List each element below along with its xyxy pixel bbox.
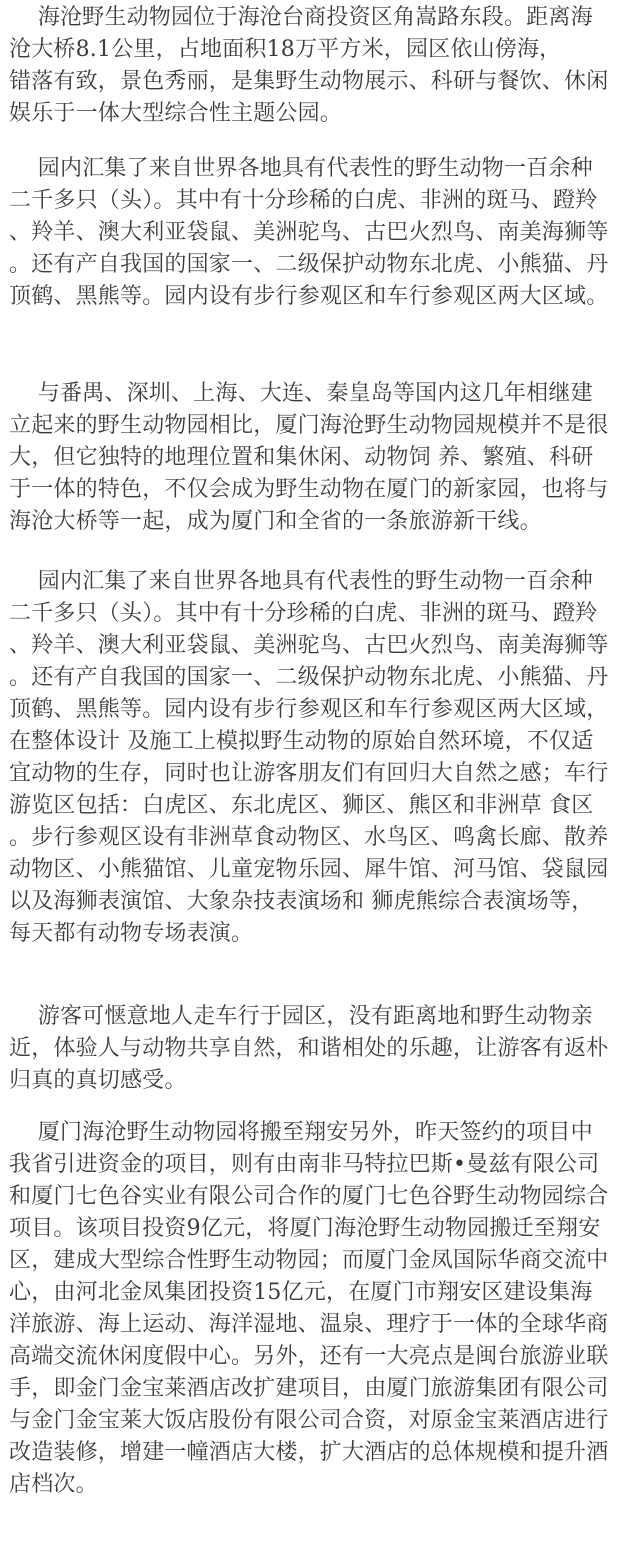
text-line: 与番禺、深圳、上海、大连、秦皇岛等国内这几年相继建 xyxy=(9,381,593,406)
text-line: 立起来的野生动物园相比，厦门海沧野生动物园规模并不是很 xyxy=(9,413,609,438)
paragraph-comparison xyxy=(9,378,635,538)
paragraph-animal-collection xyxy=(9,153,635,313)
text-line: 顶鹤、黑熊等。园内设有步行参观区和车行参观区两大区域， xyxy=(9,697,609,722)
text-line: 沧大桥8.1公里，占地面积18万平方米，园区依山傍海， xyxy=(9,37,562,62)
text-line: 园内汇集了来自世界各地具有代表性的野生动物一百余种 xyxy=(9,569,593,594)
text-line: 动物区、小熊猫馆、儿童宠物乐园、犀牛馆、河马馆、袋鼠园 xyxy=(9,857,609,882)
text-line: 游客可惬意地人走车行于园区，没有距离地和野生动物亲 xyxy=(9,1004,593,1029)
text-line: 改造装修，增建一幢酒店大楼，扩大酒店的总体规模和提升酒 xyxy=(9,1440,609,1465)
text-line: 二千多只（头）。其中有十分珍稀的白虎、非洲的斑马、蹬羚 xyxy=(9,601,598,626)
text-line: 高端交流休闲度假中心。另外，还有一大亮点是闽台旅游业联 xyxy=(9,1344,609,1369)
text-line: 心，由河北金凤集团投资15亿元，在厦门市翔安区建设集海 xyxy=(9,1280,593,1305)
text-line: 在整体设计 及施工上模拟野生动物的原始自然环境，不仅适 xyxy=(9,729,594,754)
text-line: 、羚羊、澳大利亚袋鼠、美洲驼鸟、古巴火烈鸟、南美海狮等 xyxy=(9,220,609,245)
text-line: 近，体验人与动物共享自然，和谐相处的乐趣，让游客有返朴 xyxy=(9,1036,609,1061)
text-line: 海沧大桥等一起，成为厦门和全省的一条旅游新干线。 xyxy=(9,509,542,534)
text-line: 于一体的特色，不仅会成为野生动物在厦门的新家园，也将与 xyxy=(9,477,609,502)
text-line: 洋旅游、海上运动、海洋湿地、温泉、理疗于一体的全球华商 xyxy=(9,1312,609,1337)
text-line: 。还有产自我国的国家一、二级保护动物东北虎、小熊猫、丹 xyxy=(9,665,609,690)
text-line: 二千多只（头）。其中有十分珍稀的白虎、非洲的斑马、蹬羚 xyxy=(9,188,598,213)
text-line: 我省引进资金的项目，则有由南非马特拉巴斯•曼兹有限公司 xyxy=(9,1152,600,1177)
text-line: 错落有致，景色秀丽，是集野生动物展示、科研与餐饮、休闲 xyxy=(9,69,609,94)
text-line: 店档次。 xyxy=(9,1472,98,1497)
text-line: 归真的真切感受。 xyxy=(9,1068,187,1093)
paragraph-park-overview xyxy=(9,2,635,130)
text-line: 大，但它独特的地理位置和集休闲、动物饲 养、繁殖、科研 xyxy=(9,445,594,470)
text-line: 。还有产自我国的国家一、二级保护动物东北虎、小熊猫、丹 xyxy=(9,252,609,277)
text-line: 区，建成大型综合性野生动物园；而厦门金凤国际华商交流中 xyxy=(9,1248,609,1273)
text-line: 游览区包括：白虎区、东北虎区、狮区、熊区和非洲草 食区 xyxy=(9,793,594,818)
text-line: 以及海狮表演馆、大象杂技表演场和 狮虎熊综合表演场等， xyxy=(9,889,594,914)
text-line: 厦门海沧野生动物园将搬至翔安另外，昨天签约的项目中 xyxy=(9,1120,593,1145)
text-line: 、羚羊、澳大利亚袋鼠、美洲驼鸟、古巴火烈鸟、南美海狮等 xyxy=(9,633,609,658)
text-line: 海沧野生动物园位于海沧台商投资区角嵩路东段。距离海 xyxy=(9,5,593,30)
paragraph-relocation-projects xyxy=(9,1117,635,1501)
text-line: 宜动物的生存，同时也让游客朋友们有回归大自然之感；车行 xyxy=(9,761,609,786)
text-line: 和厦门七色谷实业有限公司合作的厦门七色谷野生动物园综合 xyxy=(9,1184,609,1209)
text-line: 手，即金门金宝莱酒店改扩建项目，由厦门旅游集团有限公司 xyxy=(9,1376,609,1401)
text-line: 娱乐于一体大型综合性主题公园。 xyxy=(9,101,343,126)
paragraph-park-areas xyxy=(9,566,635,950)
text-line: 园内汇集了来自世界各地具有代表性的野生动物一百余种 xyxy=(9,156,593,181)
text-line: 。步行参观区设有非洲草食动物区、水鸟区、鸣禽长廊、散养 xyxy=(9,825,609,850)
text-line: 每天都有动物专场表演。 xyxy=(9,921,254,946)
text-line: 顶鹤、黑熊等。园内设有步行参观区和车行参观区两大区域。 xyxy=(9,284,609,309)
text-line: 项目。该项目投资9亿元，将厦门海沧野生动物园搬迁至翔安 xyxy=(9,1216,601,1241)
paragraph-visitor-experience xyxy=(9,1001,635,1097)
text-line: 与金门金宝莱大饭店股份有限公司合资，对原金宝莱酒店进行 xyxy=(9,1408,609,1433)
